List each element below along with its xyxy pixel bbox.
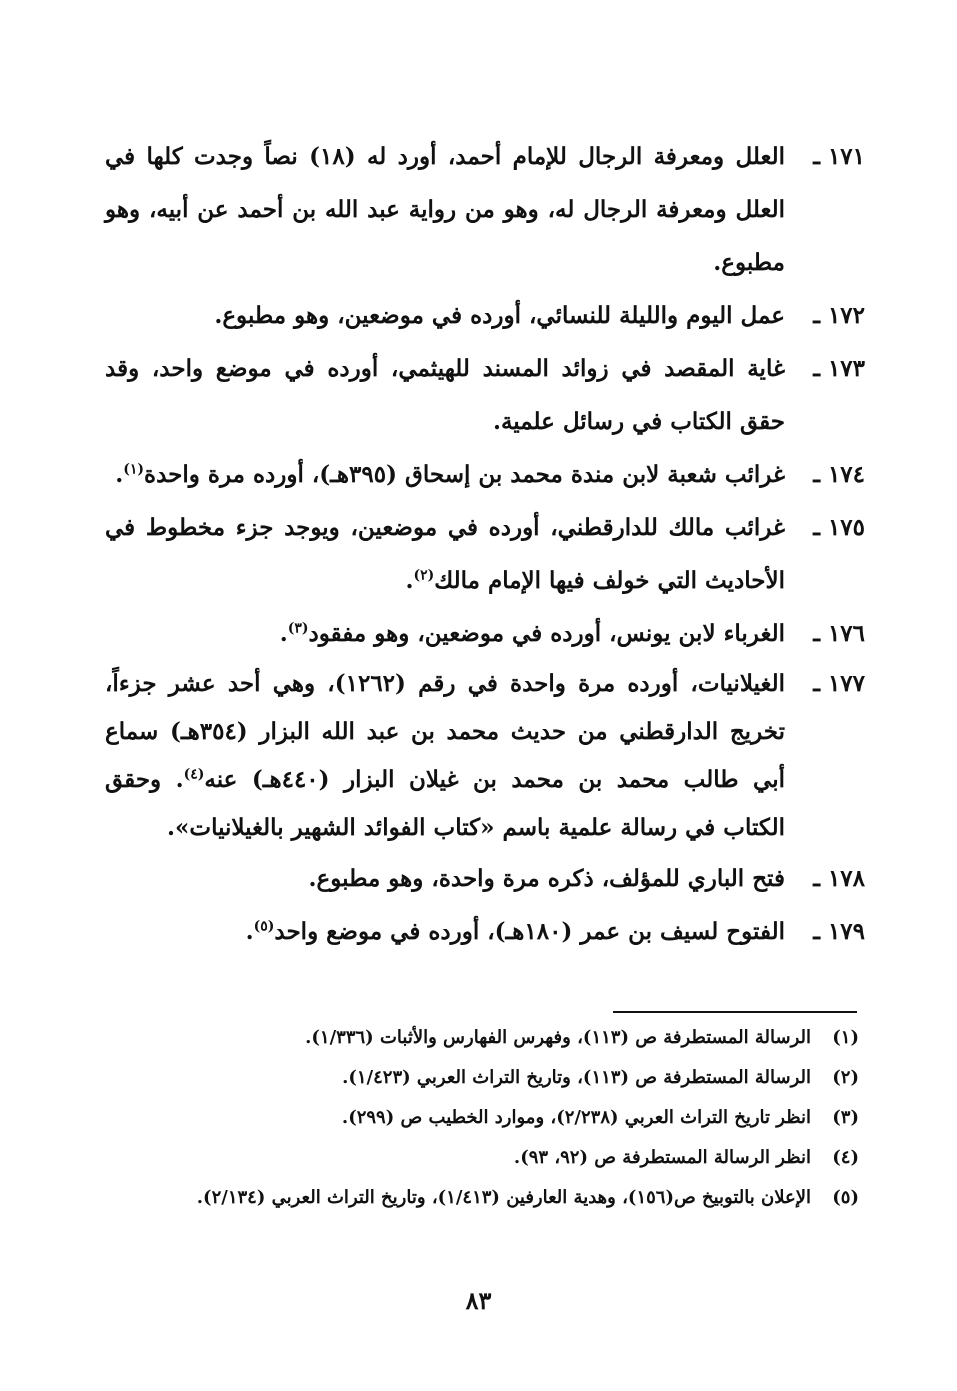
bibliography-entries [105, 130, 865, 958]
entry-text: غاية المقصد في زوائد المسند للهيثمي، أورده في موضع واحد، وقد حقق الكتاب في رسائل علمية. [105, 355, 785, 435]
entry-text: العلل ومعرفة الرجال للإمام أحمد، أورد له (١٨) نصاً وجدت كلها في العلل ومعرفة الرجال له، وهو من رواية عبد الله بن أحمد عن أبيه، وهو مطبوع. [105, 143, 785, 276]
page-number: ٨٣ [465, 1286, 492, 1315]
entry-171 [105, 130, 865, 289]
entry-text: عمل اليوم والليلة للنسائي، أورده في موضعين، وهو مطبوع. [214, 302, 785, 329]
footnote-text: الإعلان بالتوبيخ ص(١٥٦)، وهدية العارفين (١/٤١٣)، وتاريخ التراث العربي (٢/١٣٤). [196, 1187, 811, 1208]
footnote-marker: (٢) [832, 1067, 859, 1088]
entry-173 [105, 342, 865, 448]
footnote-text: انظر تاريخ التراث العربي (٢/٢٣٨)، وموارد الخطيب ص (٢٩٩). [341, 1107, 811, 1128]
footnote-separator [613, 1011, 857, 1013]
entry-end: . [115, 461, 124, 488]
entry-body: غرائب شعبة لابن مندة محمد بن إسحاق (٣٩٥هـ)، أورده مرة واحدة [144, 461, 785, 488]
entry-176 [105, 607, 865, 660]
entry-body: الغرباء لابن يونس، أورده في موضعين، وهو مفقود [308, 620, 785, 647]
footnote-marker: (١) [832, 1027, 859, 1048]
footnotes [97, 1018, 859, 1218]
footnote-marker: (٤) [832, 1147, 859, 1168]
footnote-ref: (٥) [253, 918, 275, 935]
footnote-2 [97, 1058, 859, 1098]
entry-text [105, 501, 785, 607]
entry-number: ١٧٤ ـ [813, 461, 865, 488]
footnote-ref: (٢) [413, 567, 435, 584]
entry-text [105, 448, 785, 501]
entry-end: . وحقق الكتاب في رسالة علمية باسم «كتاب الفوائد الشهير بالغيلانيات». [105, 766, 785, 841]
entry-body: الفتوح لسيف بن عمر (١٨٠هـ)، أورده في موضع واحد [274, 918, 785, 945]
entry-body: غرائب مالك للدارقطني، أورده في موضعين، ويوجد جزء مخطوط في الأحاديث التي خولف فيها الإمام مالك [105, 514, 785, 594]
entry-number: ١٧٨ ـ [813, 865, 865, 892]
entry-number: ١٧٩ ـ [813, 918, 865, 945]
footnote-5 [97, 1178, 859, 1218]
footnote-1 [97, 1018, 859, 1058]
entry-178 [105, 852, 865, 905]
entry-number: ١٧١ ـ [813, 143, 865, 170]
footnote-marker: (٥) [832, 1187, 859, 1208]
entry-text [105, 660, 785, 852]
entry-number: ١٧٦ ـ [813, 620, 865, 647]
entry-body: الغيلانيات، أورده مرة واحدة في رقم (١٢٦٢)، وهي أحد عشر جزءاً، تخريج الدارقطني من حديث محمد بن عبد الله البزار (٣٥٤هـ) سماع أبي طالب محمد بن محمد بن غيلان البزار (٤٤٠هـ) عنه [105, 670, 786, 793]
entry-number: ١٧٧ ـ [813, 670, 865, 697]
footnote-text: الرسالة المستطرفة ص (١١٣)، وتاريخ التراث العربي (١/٤٢٣). [342, 1067, 811, 1088]
footnote-text: الرسالة المستطرفة ص (١١٣)، وفهرس الفهارس والأثبات (١/٣٣٦). [305, 1027, 811, 1048]
footnote-marker: (٣) [832, 1107, 859, 1128]
entry-172 [105, 289, 865, 342]
entry-text: فتح الباري للمؤلف، ذكره مرة واحدة، وهو مطبوع. [308, 865, 785, 892]
entry-number: ١٧٣ ـ [813, 355, 865, 382]
entry-179 [105, 905, 865, 958]
entry-end: . [405, 567, 414, 594]
footnote-4 [97, 1138, 859, 1178]
entry-174 [105, 448, 865, 501]
entry-text [105, 607, 785, 660]
entry-end: . [279, 620, 288, 647]
entry-177 [105, 660, 865, 852]
entry-number: ١٧٥ ـ [813, 514, 865, 541]
footnote-text: انظر الرسالة المستطرفة ص (٩٢، ٩٣). [513, 1147, 811, 1168]
footnote-3 [97, 1098, 859, 1138]
footnote-ref: (٣) [287, 620, 309, 637]
entry-end: . [245, 918, 254, 945]
footnote-ref: (١) [123, 461, 145, 478]
footnote-ref: (٤) [183, 766, 205, 783]
entry-text [105, 905, 785, 958]
entry-number: ١٧٢ ـ [813, 302, 865, 329]
entry-175 [105, 501, 865, 607]
